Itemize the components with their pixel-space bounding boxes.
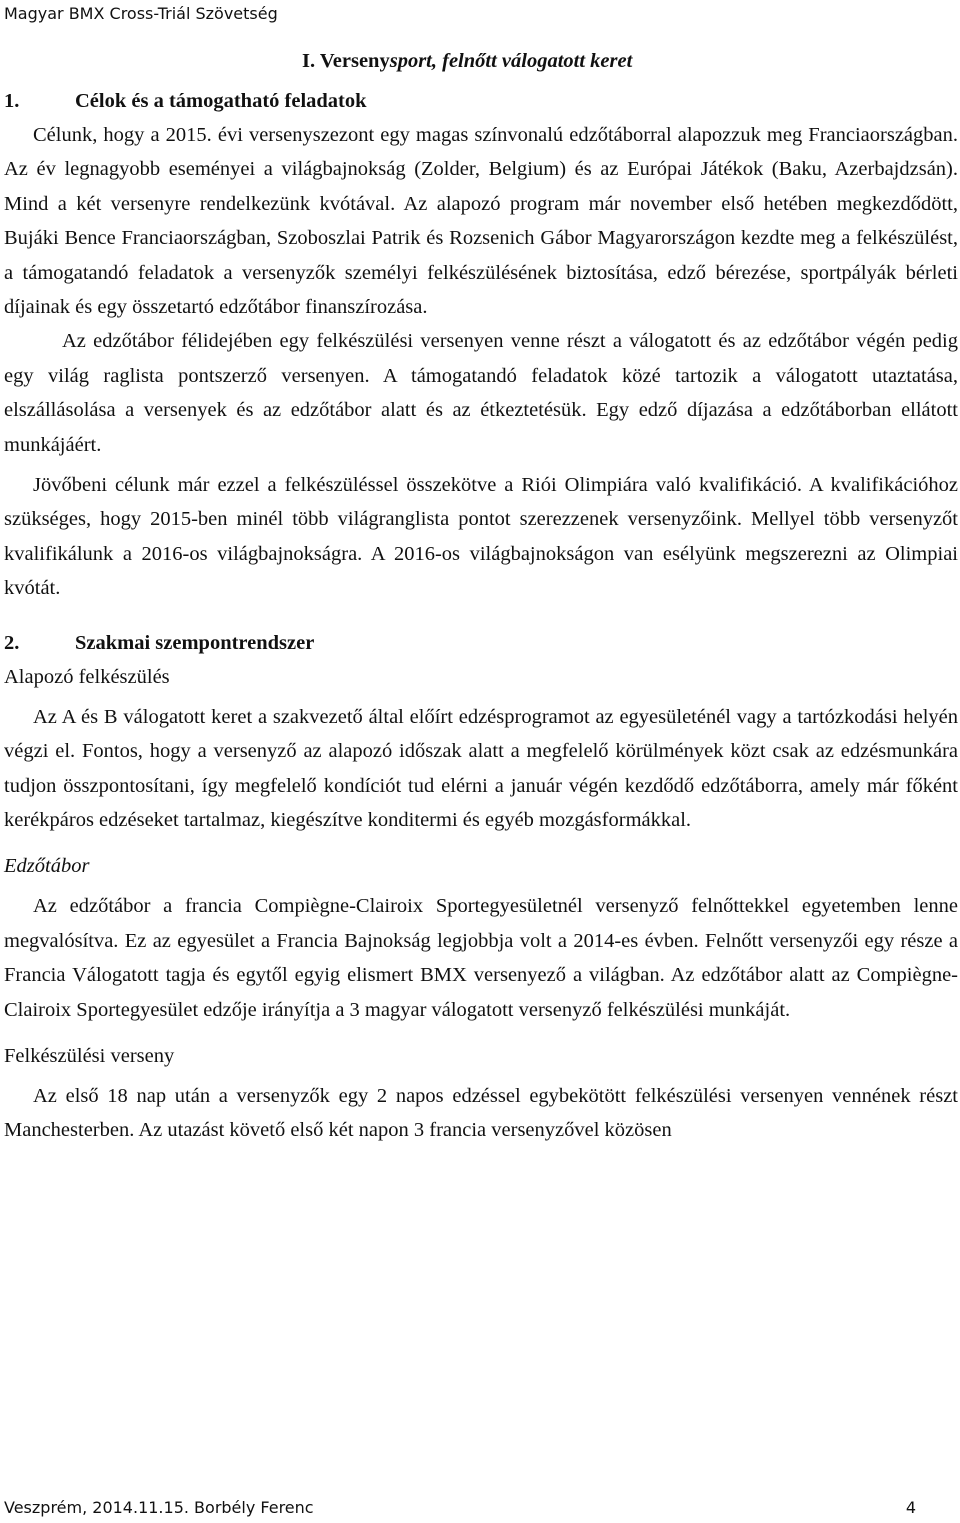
section-1-heading <box>4 84 958 118</box>
section-1-paragraph-2: Az edzőtábor félidejében egy felkészülési versenyen venne részt a válogatott és az edzőtábor végén pedig egy világ raglista pontszerző versenyen. A támogatandó feladatok közé tartozik a válogatott utaztatása, elszállásolása a versenyek és az edzőtábor alatt és az étkeztetésük. Egy edző díjazása a edzőtáborban ellátott munkájáért. <box>4 330 958 456</box>
alapozo-paragraph: Az A és B válogatott keret a szakvezető által előírt edzésprogramot az egyesületénél vagy a tartózkodási helyén végzi el. Fontos, hogy a versenyző az alapozó időszak alatt a megfelelő körülmények közt csak az edzésmunkára tudjon összpontosítani, így megfelelő kondíciót tud elérni a január végén kezdődő edzőtáborra, amely már főként kerékpáros edzéseket tartalmaz, kiegészítve konditermi és egyéb mozgásformákkal. <box>4 705 958 831</box>
title-prefix: I. Verseny <box>302 50 390 72</box>
subheading-felkeszulesi-verseny: Felkészülési verseny <box>4 1044 175 1067</box>
section-1-number: 1. <box>4 90 20 112</box>
subheading-edzotabor: Edzőtábor <box>4 855 90 878</box>
section-1-paragraph-1: Célunk, hogy a 2015. évi versenyszezont egy magas színvonalú edzőtáborral alapozzuk meg Franciaországban. Az év legnagyobb eseményei a világbajnokság (Zolder, Belgium) és az Európai Játékok (Baku, Azerbajdzsán). Mind a két versenyre rendelkezünk kvótával. Az alapozó program már november első hetében megkezdődött, Bujáki Bence Franciaországban, Szoboszlai Patrik és Rozsenich Gábor Magyarországon kezdte meg a felkészülést, a támogatandó feladatok a versenyzők személyi felkészülésének biztosítása, edző bérezése, sportpályák bérleti díjainak és egy összetartó edzőtábor finanszírozása. <box>4 124 958 319</box>
felkeszulesi-verseny-paragraph: Az első 18 nap után a versenyzők egy 2 napos edzéssel egybekötött felkészülési versenyen vennének részt Manchesterben. Az utazást követő első két napon 3 francia versenyzővel közösen <box>4 1084 958 1142</box>
edzotabor-paragraph: Az edzőtábor a francia Compiègne-Clairoix Sportegyesületnél versenyző felnőttekkel egyetemben lenne megvalósítva. Ez az egyesület a Francia Bajnokság legjobbja volt a 2014-es évben. Felnőtt versenyzői egy része a Francia Válogatott tagja és egytől egyig elismert BMX versenyező a világban. Az edzőtábor alatt az Compiègne-Clairoix Sportegyesület edzője irányítja a 3 magyar válogatott versenyző felkészülési munkáját. <box>4 895 958 1021</box>
section-1-title: Célok és a támogatható feladatok <box>75 90 367 112</box>
footer-location-date-author: Veszprém, 2014.11.15. Borbély Ferenc <box>4 1498 314 1517</box>
title-italic: sport, felnőtt válogatott keret <box>389 50 633 72</box>
document-title <box>4 44 958 78</box>
document-body <box>4 44 958 1148</box>
subheading-alapozo: Alapozó felkészülés <box>4 665 170 688</box>
section-1-paragraph-3: Jövőbeni célunk már ezzel a felkészüléssel összekötve a Riói Olimpiára való kvalifikáció. A kvalifikációhoz szükséges, hogy 2015-ben minél több világranglista pontot szerezzenek versenyzőink. Mellyel több versenyzőt kvalifikálunk a 2016-os világbajnokságra. A 2016-os világbajnokságon van esélyünk megszerezni az Olimpiai kvótát. <box>4 474 958 600</box>
page-number: 4 <box>905 1498 916 1517</box>
section-2-number: 2. <box>4 631 20 654</box>
page-header: Magyar BMX Cross-Triál Szövetség <box>4 4 278 23</box>
section-2-title: Szakmai szempontrendszer <box>75 631 315 654</box>
section-2-heading <box>4 626 958 660</box>
page-footer <box>4 1498 916 1517</box>
